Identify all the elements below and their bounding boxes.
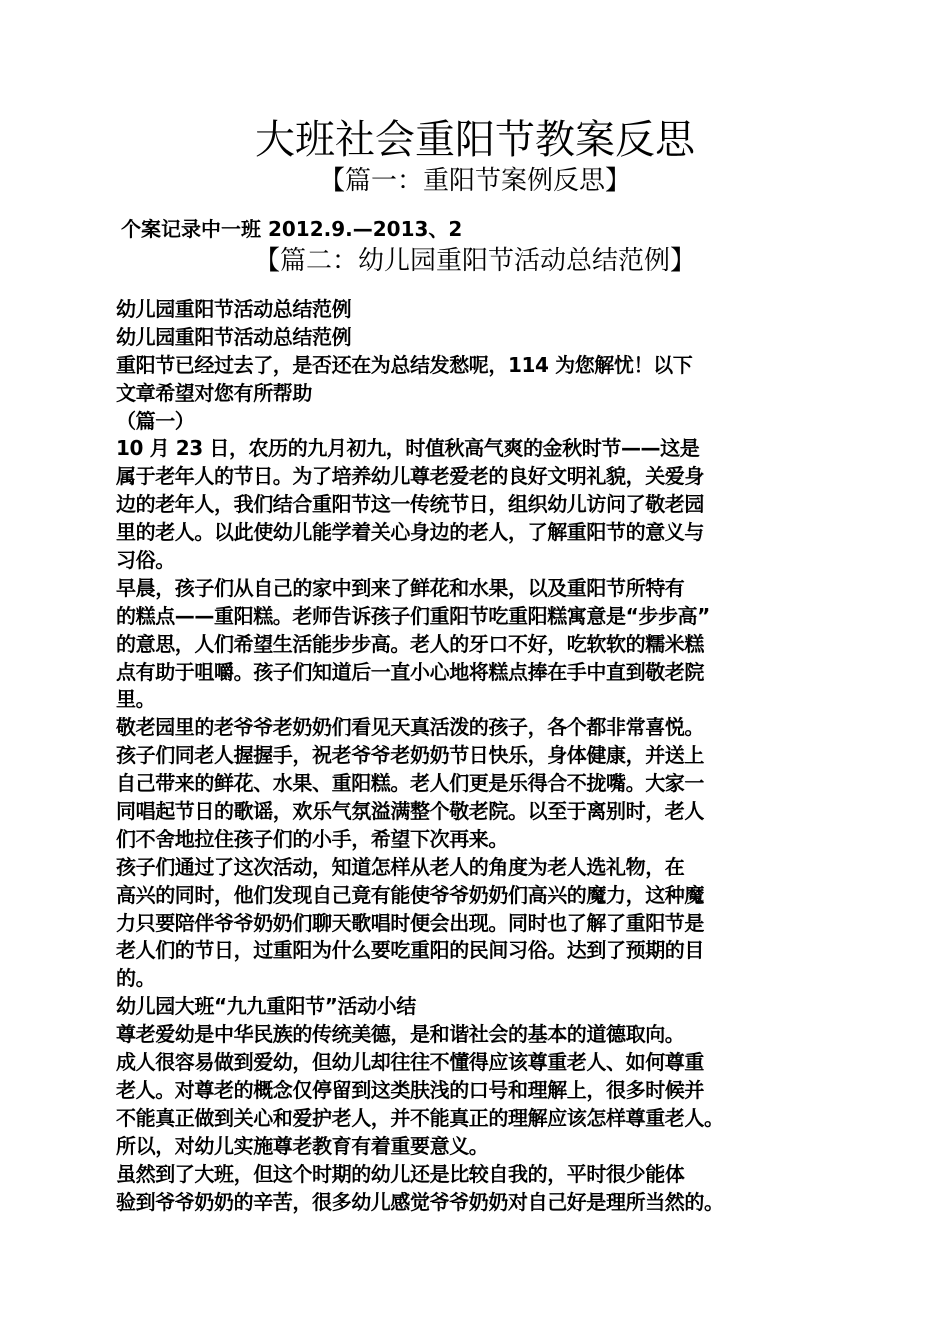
body-text (116, 296, 856, 1216)
text-line: 验到爷爷奶奶的辛苦，很多幼儿感觉爷爷奶奶对自己好是理所当然的。 (116, 1189, 724, 1214)
text-line: 幼儿园重阳节活动总结范例 (116, 297, 352, 321)
text-line: 同唱起节日的歌谣，欢乐气氛溢满整个敬老院。以至于离别时，老人 (116, 799, 704, 824)
text-line: 习俗。 (116, 548, 175, 573)
text-line: 老人。对尊老的概念仅停留到这类肤浅的口号和理解上，很多时候并 (116, 1077, 704, 1102)
text-line: 属于老年人的节日。为了培养幼儿尊老爱老的良好文明礼貌，关爱身 (116, 464, 704, 489)
text-line: 孩子们通过了这次活动，知道怎样从老人的角度为老人选礼物，在 (116, 854, 685, 879)
text-line: 虽然到了大班，但这个时期的幼儿还是比较自我的，平时很少能体 (116, 1161, 685, 1186)
text-line: （篇一） (116, 408, 195, 433)
text-line: 的意思，人们希望生活能步步高。老人的牙口不好，吃软软的糯米糕 (116, 631, 704, 656)
text-line: 孩子们同老人握握手，祝老爷爷老奶奶节日快乐，身体健康，并送上 (116, 743, 704, 768)
section-heading-1: 【篇一：重阳节案例反思】 (318, 166, 631, 196)
text-line: 成人很容易做到爱幼，但幼儿却往往不懂得应该尊重老人、如何尊重 (116, 1050, 704, 1075)
text-line: 尊老爱幼是中华民族的传统美德，是和谐社会的基本的道德取向。 (116, 1022, 685, 1047)
text-line: 里的老人。以此使幼儿能学着关心身边的老人，了解重阳节的意义与 (116, 520, 704, 545)
text-line: 们不舍地拉住孩子们的小手，希望下次再来。 (116, 826, 508, 851)
text-line: 重阳节已经过去了，是否还在为总结发愁呢，114 为您解忧！以下 (116, 352, 693, 377)
text-line: 文章希望对您有所帮助 (116, 380, 312, 405)
text-line: 边的老年人，我们结合重阳节这一传统节日，组织幼儿访问了敬老园 (116, 492, 704, 517)
text-line: 不能真正做到关心和爱护老人，并不能真正的理解应该怎样尊重老人。 (116, 1105, 724, 1130)
text-line: 幼儿园重阳节活动总结范例 (116, 324, 352, 349)
document-title: 大班社会重阳节教案反思 (255, 117, 695, 163)
text-line: 自己带来的鲜花、水果、重阳糕。老人们更是乐得合不拢嘴。大家一 (116, 771, 704, 796)
text-line: 10 月 23 日，农历的九月初九，时值秋高气爽的金秋时节——这是 (116, 436, 700, 461)
text-line: 所以，对幼儿实施尊老教育有着重要意义。 (116, 1133, 489, 1158)
text-line: 里。 (116, 687, 156, 712)
text-line: 早晨，孩子们从自己的家中到来了鲜花和水果，以及重阳节所特有 (116, 575, 685, 600)
text-line: 老人们的节日，过重阳为什么要吃重阳的民间习俗。达到了预期的目 (116, 938, 704, 963)
record-line: 个案记录中一班 2012.9.—2013、2 (121, 217, 463, 241)
text-line: 力只要陪伴爷爷奶奶们聊天歌唱时便会出现。同时也了解了重阳节是 (116, 910, 704, 935)
text-line: 幼儿园大班“九九重阳节”活动小结 (116, 994, 416, 1019)
text-line: 的糕点——重阳糕。老师告诉孩子们重阳节吃重阳糕寓意是“步步高” (116, 603, 710, 628)
section-heading-2: 【篇二：幼儿园重阳节活动总结范例】 (253, 246, 696, 276)
text-line: 点有助于咀嚼。孩子们知道后一直小心地将糕点捧在手中直到敬老院 (116, 659, 704, 684)
text-line: 敬老园里的老爷爷老奶奶们看见天真活泼的孩子，各个都非常喜悦。 (116, 715, 704, 740)
text-line: 的。 (116, 966, 156, 991)
text-line: 高兴的同时，他们发现自己竟有能使爷爷奶奶们高兴的魔力，这种魔 (116, 882, 704, 907)
